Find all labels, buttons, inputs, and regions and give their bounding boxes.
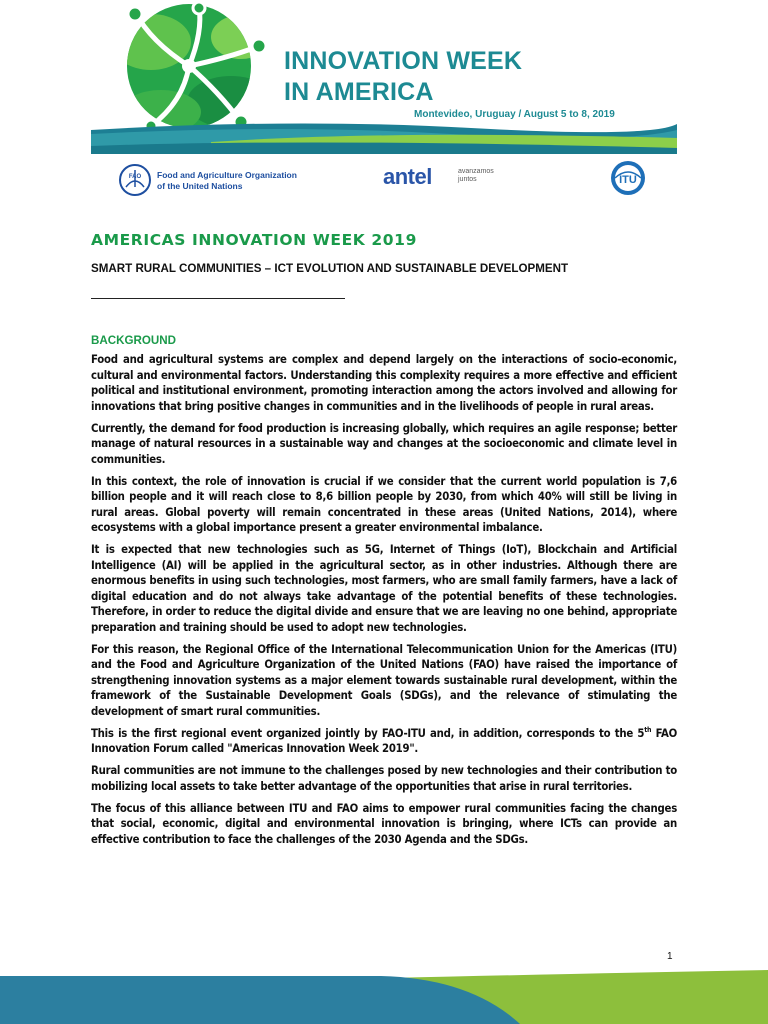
footer-wave-decoration <box>0 970 768 1024</box>
antel-tagline <box>458 168 494 184</box>
paragraph-6-superscript: th <box>644 725 652 734</box>
paragraph-6 <box>91 726 677 757</box>
paragraph-2: Currently, the demand for food production is increasing globally, which requires an agile response; better manage of natural resources in a sustainable way and changes at the socioeconomic and climate level in communities. <box>91 421 677 466</box>
banner-title-line1: INNOVATION WEEK <box>284 47 523 75</box>
page-number: 1 <box>667 951 673 962</box>
document-subtitle: SMART RURAL COMMUNITIES – ICT EVOLUTION AND SUSTAINABLE DEVELOPMENT <box>91 262 569 275</box>
fao-name-line2: of the United Nations <box>157 181 243 191</box>
paragraph-6-text-b: FAO Innovation Forum called "Americas Innovation Week 2019". <box>91 726 677 755</box>
banner-location-date: Montevideo, Uruguay / August 5 to 8, 2019 <box>414 109 615 120</box>
paragraph-7: Rural communities are not immune to the challenges posed by new technologies and their contribution to mobilizing local assets to take better advantage of the opportunities that arise in rural territories. <box>91 764 677 793</box>
banner-title-line2: IN AMERICA <box>284 78 434 106</box>
antel-wordmark: antel <box>383 164 432 189</box>
banner-title <box>284 46 522 108</box>
separator-line <box>91 298 345 299</box>
section-heading-background: BACKGROUND <box>91 334 177 347</box>
paragraph-6-text-a: This is the first regional event organized jointly by FAO-ITU and, in addition, corresponds to the 5 <box>91 726 645 740</box>
fao-name-line1: Food and Agriculture Organization <box>157 170 297 180</box>
antel-tagline-line1: avanzamos <box>458 168 494 175</box>
document-title: AMERICAS INNOVATION WEEK 2019 <box>91 231 417 249</box>
paragraph-1: Food and agricultural systems are complex and depend largely on the interactions of socio-economic, cultural and environmental factors. Understanding this complexity requires a more effective and efficient political and institutional environment, promoting interaction among the actors involved and allowing for innovations that bring positive changes in communities and in the livelihoods of people in rural areas. <box>91 353 677 413</box>
paragraph-5: For this reason, the Regional Office of the International Telecommunication Union for the Americas (ITU) and the Food and Agriculture Organization of the United Nations (FAO) have raised the importance of strengthening innovation systems as a major element towards sustainable rural development, within the framework of the Sustainable Development Goals (SDGs), and the relevance of stimulating the development of smart rural communities. <box>91 642 677 718</box>
itu-emblem-icon <box>608 158 648 198</box>
event-banner <box>91 2 677 154</box>
fao-emblem-text: FAO <box>128 174 142 180</box>
paragraph-3: In this context, the role of innovation is crucial if we consider that the current world population is 7,6 billion people and it will reach close to 8,6 billion people by 2030, from which 40% will still be living in rural areas. Global poverty will remain concentrated in these areas (United Nations, 2014), where ecosystems with a global importance present a greater environmental imbalance. <box>91 474 677 534</box>
antel-tagline-line2: juntos <box>458 176 477 183</box>
itu-emblem-text: ITU <box>619 174 637 186</box>
partner-logos <box>91 158 677 202</box>
document-body <box>91 352 677 854</box>
banner-wave-decoration <box>91 120 677 154</box>
fao-emblem-icon <box>118 163 152 197</box>
paragraph-8: The focus of this alliance between ITU and FAO aims to empower rural communities facing the changes that social, economic, digital and environmental innovation is bringing, where ICTs can provide an effective contribution to face the challenges of the 2030 Agenda and the SDGs. <box>91 801 677 846</box>
fao-name <box>157 170 297 192</box>
antel-logo <box>383 164 494 190</box>
paragraph-4: It is expected that new technologies such as 5G, Internet of Things (IoT), Blockchain and Artificial Intelligence (AI) will be applied in the agricultural sector, as in other industries. Although there are enormous benefits in using such technologies, most farmers, who are small family farmers, have a lack of digital education and do not always take advantage of the potential benefits of these technologies. Therefore, in order to reduce the digital divide and ensure that we are leaving no one behind, appropriate preparation and training should be used to adopt new technologies. <box>91 543 677 634</box>
